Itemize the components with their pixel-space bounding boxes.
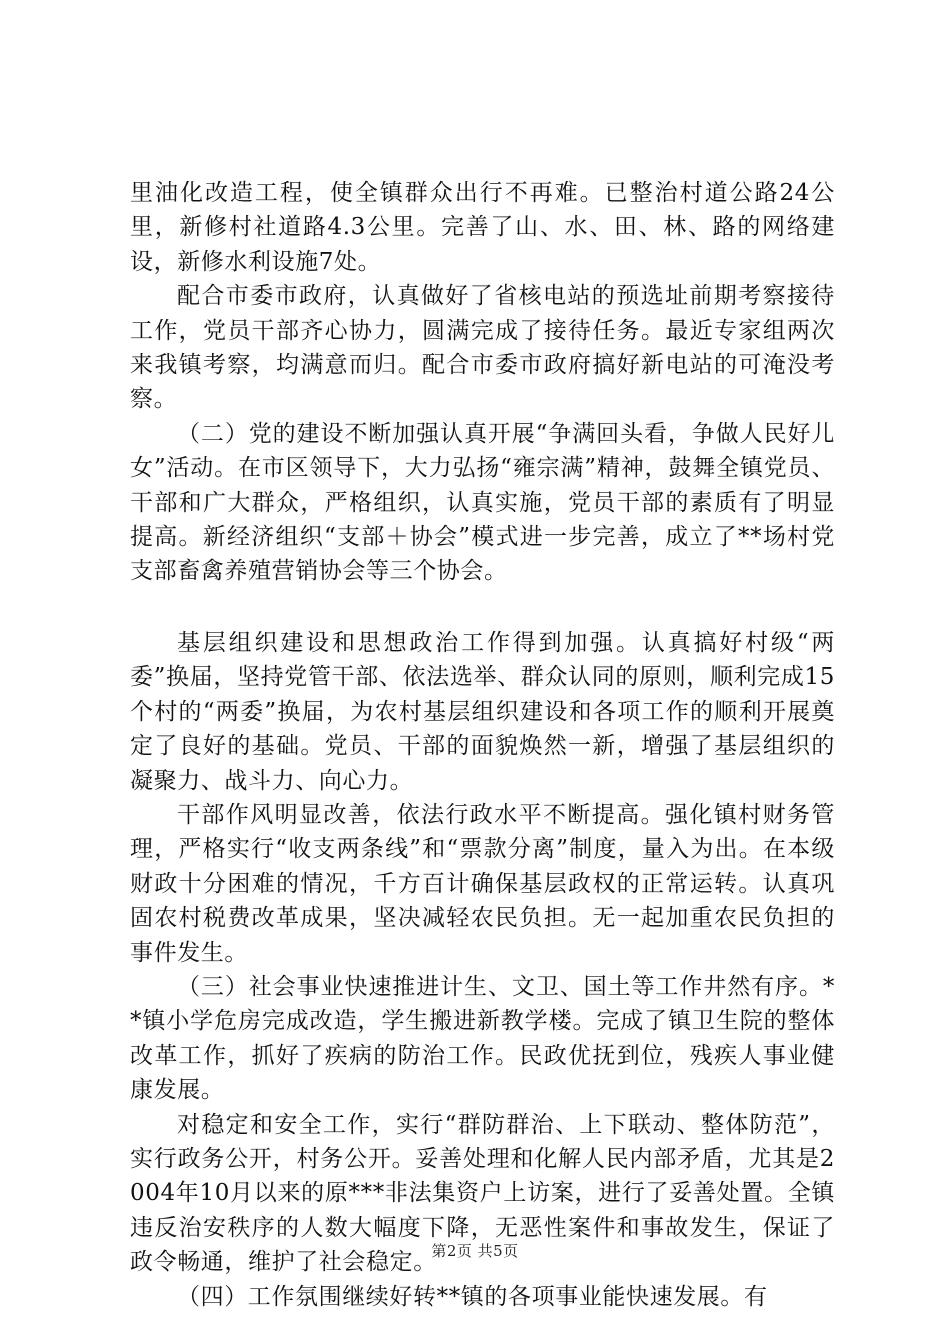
- paragraph-power-station: 配合市委市政府，认真做好了省核电站的预选址前期考察接待工作，党员干部齐心协力，圆满完成了接待任务。最近专家组两次来我镇考察，均满意而归。配合市委市政府搞好新电站的可淹没考察。: [130, 283, 835, 413]
- paragraph-party-building: （二）党的建设不断加强认真开展“争满回头看，争做人民好儿女”活动。在市区领导下，大力弘扬“雍宗满”精神，鼓舞全镇党员、干部和广大群众，严格组织，认真实施，党员干部的素质有了明显提高。新经济组织“支部＋协会”模式进一步完善，成立了**场村党支部畜禽养殖营销协会等三个协会。: [130, 420, 835, 585]
- page-number-footer: 第2页 共5页: [431, 1242, 519, 1260]
- paragraph-stability-safety: 对稳定和安全工作，实行“群防群治、上下联动、整体防范”，实行政务公开，村务公开。妥善处理和化解人民内部矛盾，尤其是2004年10月以来的原***非法集资户上访案，进行了妥善处置。全镇违反治安秩序的人数大幅度下降，无恶性案件和事故发生，保证了政令畅通，维护了社会稳定。: [130, 1111, 835, 1276]
- paragraph-roads: 里油化改造工程，使全镇群众出行不再难。已整治村道公路24公里，新修村社道路4.3公里。完善了山、水、田、林、路的网络建设，新修水利设施7处。: [130, 180, 835, 275]
- paragraph-grassroots-organization: 基层组织建设和思想政治工作得到加强。认真搞好村级“两委”换届，坚持党管干部、依法选举、群众认同的原则，顺利完成15个村的“两委”换届，为农村基层组织建设和各项工作的顺利开展奠定了良好的基础。党员、干部的面貌焕然一新，增强了基层组织的凝聚力、战斗力、向心力。: [130, 629, 835, 794]
- paragraph-work-atmosphere: （四）工作氛围继续好转**镇的各项事业能快速发展。有: [177, 1283, 768, 1310]
- document-body: [130, 176, 835, 1314]
- paragraph-cadre-style: 干部作风明显改善，依法行政水平不断提高。强化镇村财务管理，严格实行“收支两条线”和“票款分离”制度，量入为出。在本级财政十分困难的情况，千方百计确保基层政权的正常运转。认真巩固农村税费改革成果，坚决减轻农民负担。无一起加重农民负担的事件发生。: [130, 801, 835, 966]
- paragraph-social-affairs: （三）社会事业快速推进计生、文卫、国土等工作井然有序。**镇小学危房完成改造，学生搬进新教学楼。完成了镇卫生院的整体改革工作，抓好了疾病的防治工作。民政优抚到位，残疾人事业健康发展。: [130, 973, 835, 1104]
